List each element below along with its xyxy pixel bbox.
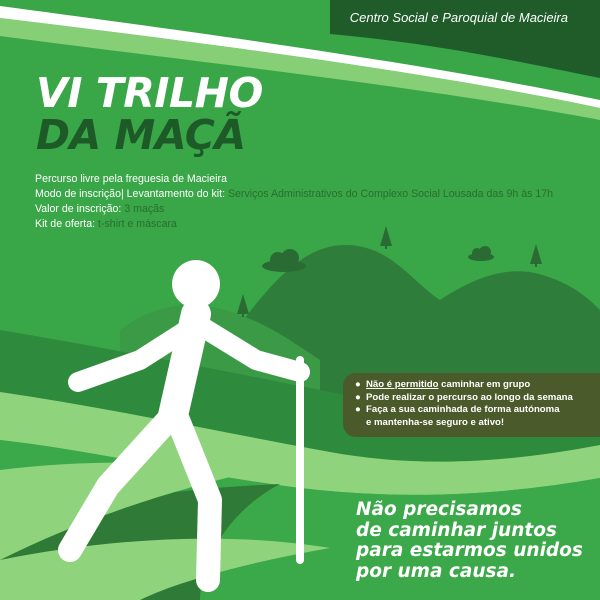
kit-value: t-shirt e máscara: [98, 218, 177, 230]
registration-value: Serviços Administrativos do Complexo Social Lousada das 9h às 17h: [227, 188, 554, 200]
notice-item-continuation: e mantenha-se seguro e ativo!: [366, 416, 505, 428]
notice-item: ● Não é permitido caminhar em grupo: [355, 379, 531, 390]
slogan: [356, 500, 583, 582]
registration-row: [35, 187, 553, 202]
notice-item: ● Pode realizar o percurso ao longo da semana: [355, 391, 573, 403]
event-info: [35, 172, 553, 232]
slogan-line: por uma causa.: [356, 560, 517, 582]
slogan-line: Não precisamos: [356, 499, 522, 520]
registration-label: Modo de inscrição| Levantamento do kit:: [35, 188, 226, 200]
notice-text: Pode realizar o percurso ao longo da semana: [366, 391, 573, 403]
kit-row: [35, 217, 553, 232]
organization-name: Centro Social e Paroquial de Macieira: [349, 10, 568, 25]
slogan-line: para estarmos unidos: [356, 540, 583, 561]
notice-emphasis: Não é permitido: [366, 379, 439, 390]
slogan-line: de caminhar juntos: [356, 519, 557, 541]
event-title-line2: DA MAÇÃ: [36, 111, 246, 159]
rules-notice: [343, 373, 600, 437]
notice-item: ● Faça a sua caminhada de forma autónoma: [355, 404, 560, 415]
notice-text: Faça a sua caminhada de forma autónoma: [366, 404, 560, 415]
event-title: [36, 69, 263, 159]
fee-row: [35, 202, 553, 217]
kit-label: Kit de oferta:: [35, 218, 96, 230]
notice-text: caminhar em grupo: [441, 379, 531, 390]
route-text: Percurso livre pela freguesia de Macieira: [35, 173, 227, 185]
fee-value: 3 maçãs: [124, 203, 165, 215]
fee-label: Valor de inscrição:: [35, 203, 122, 215]
event-title-line1: VI TRILHO: [36, 69, 263, 117]
